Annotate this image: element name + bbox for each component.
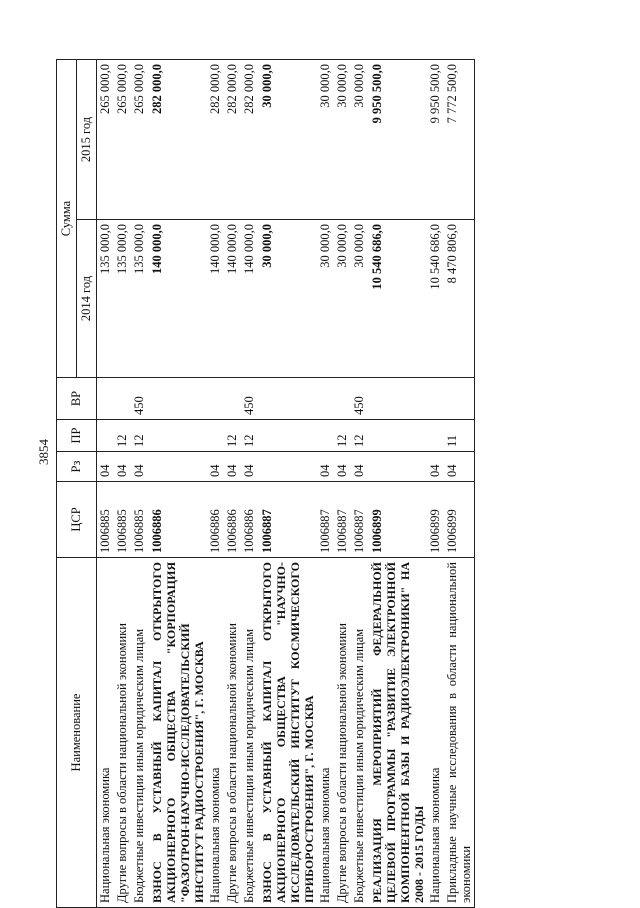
row-sum-2015: 9 950 500,0 <box>427 60 444 220</box>
row-csr: 1006887 <box>258 482 317 558</box>
header-sum: Сумма <box>57 60 77 378</box>
row-sum-2015: 265 000,0 <box>114 60 131 220</box>
row-csr: 1006886 <box>148 482 207 558</box>
row-pr <box>427 420 444 452</box>
row-rz: 04 <box>351 452 368 482</box>
row-pr: 12 <box>334 420 351 452</box>
row-vr <box>148 378 207 420</box>
row-sum-2014: 30 000,0 <box>317 220 334 378</box>
row-vr: 450 <box>241 378 258 420</box>
row-rz: 04 <box>444 452 475 482</box>
row-name: Бюджетные инвестиции иным юридическим лицам <box>131 558 148 908</box>
row-pr <box>317 420 334 452</box>
row-pr <box>97 420 115 452</box>
row-vr <box>317 378 334 420</box>
header-vr: ВР <box>57 378 97 420</box>
rotated-table-container <box>56 60 593 908</box>
row-rz: 04 <box>427 452 444 482</box>
row-sum-2015: 7 772 500,0 <box>444 60 475 220</box>
header-csr: ЦСР <box>57 482 97 558</box>
row-rz <box>258 452 317 482</box>
row-sum-2014: 10 540 686,0 <box>368 220 427 378</box>
row-csr: 1006885 <box>114 482 131 558</box>
table-row <box>224 60 241 908</box>
row-rz: 04 <box>224 452 241 482</box>
table-row <box>334 60 351 908</box>
row-name: ВЗНОС В УСТАВНЫЙ КАПИТАЛ ОТКРЫТОГО АКЦИОНЕРНОГО ОБЩЕСТВА "НАУЧНО-ИССЛЕДОВАТЕЛЬСКИЙ ИНСТИТУТ КОСМИЧЕСКОГО ПРИБОРОСТРОЕНИЯ", Г. МОСКВА <box>258 558 317 908</box>
table-row <box>258 60 317 908</box>
row-name: Другие вопросы в области национальной экономики <box>224 558 241 908</box>
row-pr: 12 <box>131 420 148 452</box>
row-pr: 12 <box>241 420 258 452</box>
row-vr <box>427 378 444 420</box>
row-sum-2014: 135 000,0 <box>114 220 131 378</box>
row-name: Бюджетные инвестиции иным юридическим лицам <box>241 558 258 908</box>
row-csr: 1006885 <box>97 482 115 558</box>
header-2015: 2015 год <box>77 60 97 220</box>
row-sum-2014: 135 000,0 <box>97 220 115 378</box>
row-vr <box>444 378 475 420</box>
row-rz: 04 <box>241 452 258 482</box>
row-sum-2015: 282 000,0 <box>148 60 207 220</box>
row-sum-2014: 140 000,0 <box>207 220 224 378</box>
row-sum-2014: 135 000,0 <box>131 220 148 378</box>
row-pr <box>258 420 317 452</box>
row-sum-2015: 282 000,0 <box>207 60 224 220</box>
table-row <box>317 60 334 908</box>
table-row <box>427 60 444 908</box>
row-name: Национальная экономика <box>207 558 224 908</box>
row-vr <box>114 378 131 420</box>
row-sum-2014: 140 000,0 <box>241 220 258 378</box>
row-name: Другие вопросы в области национальной экономики <box>334 558 351 908</box>
row-vr: 450 <box>351 378 368 420</box>
row-sum-2015: 30 000,0 <box>317 60 334 220</box>
row-sum-2014: 30 000,0 <box>258 220 317 378</box>
row-sum-2015: 282 000,0 <box>224 60 241 220</box>
row-rz: 04 <box>114 452 131 482</box>
row-csr: 1006886 <box>207 482 224 558</box>
row-name: РЕАЛИЗАЦИЯ МЕРОПРИЯТИЙ ФЕДЕРАЛЬНОЙ ЦЕЛЕВОЙ ПРОГРАММЫ "РАЗВИТИЕ ЭЛЕКТРОННОЙ КОМПОНЕНТНОЙ БАЗЫ И РАДИОЭЛЕКТРОНИКИ" НА 2008 - 2015 ГОДЫ <box>368 558 427 908</box>
row-pr <box>148 420 207 452</box>
table-row <box>241 60 258 908</box>
row-name: Другие вопросы в области национальной экономики <box>114 558 131 908</box>
table-body <box>97 60 475 908</box>
row-sum-2014: 10 540 686,0 <box>427 220 444 378</box>
row-name: Прикладные научные исследования в области национальной экономики <box>444 558 475 908</box>
row-sum-2015: 30 000,0 <box>334 60 351 220</box>
table-row <box>131 60 148 908</box>
row-pr: 11 <box>444 420 475 452</box>
row-csr: 1006885 <box>131 482 148 558</box>
row-sum-2015: 265 000,0 <box>97 60 115 220</box>
row-sum-2014: 30 000,0 <box>351 220 368 378</box>
row-pr: 12 <box>224 420 241 452</box>
header-2014: 2014 год <box>77 220 97 378</box>
row-sum-2014: 8 470 806,0 <box>444 220 475 378</box>
row-rz <box>148 452 207 482</box>
row-vr <box>97 378 115 420</box>
row-rz: 04 <box>97 452 115 482</box>
row-csr: 1006887 <box>334 482 351 558</box>
header-rz: Рз <box>57 452 97 482</box>
row-rz: 04 <box>207 452 224 482</box>
row-rz: 04 <box>334 452 351 482</box>
table-row <box>207 60 224 908</box>
row-sum-2015: 30 000,0 <box>351 60 368 220</box>
row-csr: 1006899 <box>427 482 444 558</box>
row-pr: 12 <box>114 420 131 452</box>
table-row <box>97 60 115 908</box>
row-csr: 1006899 <box>368 482 427 558</box>
row-rz: 04 <box>131 452 148 482</box>
row-sum-2014: 30 000,0 <box>334 220 351 378</box>
row-sum-2014: 140 000,0 <box>224 220 241 378</box>
row-vr <box>207 378 224 420</box>
row-pr: 12 <box>351 420 368 452</box>
table-row <box>114 60 131 908</box>
table-row <box>351 60 368 908</box>
row-rz: 04 <box>317 452 334 482</box>
header-pr: ПР <box>57 420 97 452</box>
row-sum-2014: 140 000,0 <box>148 220 207 378</box>
row-csr: 1006887 <box>351 482 368 558</box>
table-row <box>148 60 207 908</box>
row-vr <box>224 378 241 420</box>
row-name: Национальная экономика <box>427 558 444 908</box>
row-sum-2015: 9 950 500,0 <box>368 60 427 220</box>
row-vr <box>368 378 427 420</box>
table-row <box>444 60 475 908</box>
header-name: Наименование <box>57 558 97 908</box>
row-name: Национальная экономика <box>317 558 334 908</box>
row-rz <box>368 452 427 482</box>
row-csr: 1006887 <box>317 482 334 558</box>
row-vr <box>258 378 317 420</box>
row-csr: 1006899 <box>444 482 475 558</box>
row-name: Бюджетные инвестиции иным юридическим лицам <box>351 558 368 908</box>
row-csr: 1006886 <box>241 482 258 558</box>
row-name: Национальная экономика <box>97 558 115 908</box>
page-number: 3854 <box>36 439 51 465</box>
row-pr <box>207 420 224 452</box>
row-sum-2015: 30 000,0 <box>258 60 317 220</box>
table-header <box>57 60 97 908</box>
row-name: ВЗНОС В УСТАВНЫЙ КАПИТАЛ ОТКРЫТОГО АКЦИОНЕРНОГО ОБЩЕСТВА "КОРПОРАЦИЯ "ФАЗОТРОН-НАУЧНО-ИССЛЕДОВАТЕЛЬСКИЙ ИНСТИТУТ РАДИОСТРОЕНИЯ", Г. МОСКВА <box>148 558 207 908</box>
row-csr: 1006886 <box>224 482 241 558</box>
row-sum-2015: 282 000,0 <box>241 60 258 220</box>
table-row <box>368 60 427 908</box>
row-vr <box>334 378 351 420</box>
row-sum-2015: 265 000,0 <box>131 60 148 220</box>
row-vr: 450 <box>131 378 148 420</box>
row-pr <box>368 420 427 452</box>
budget-table <box>56 59 475 908</box>
